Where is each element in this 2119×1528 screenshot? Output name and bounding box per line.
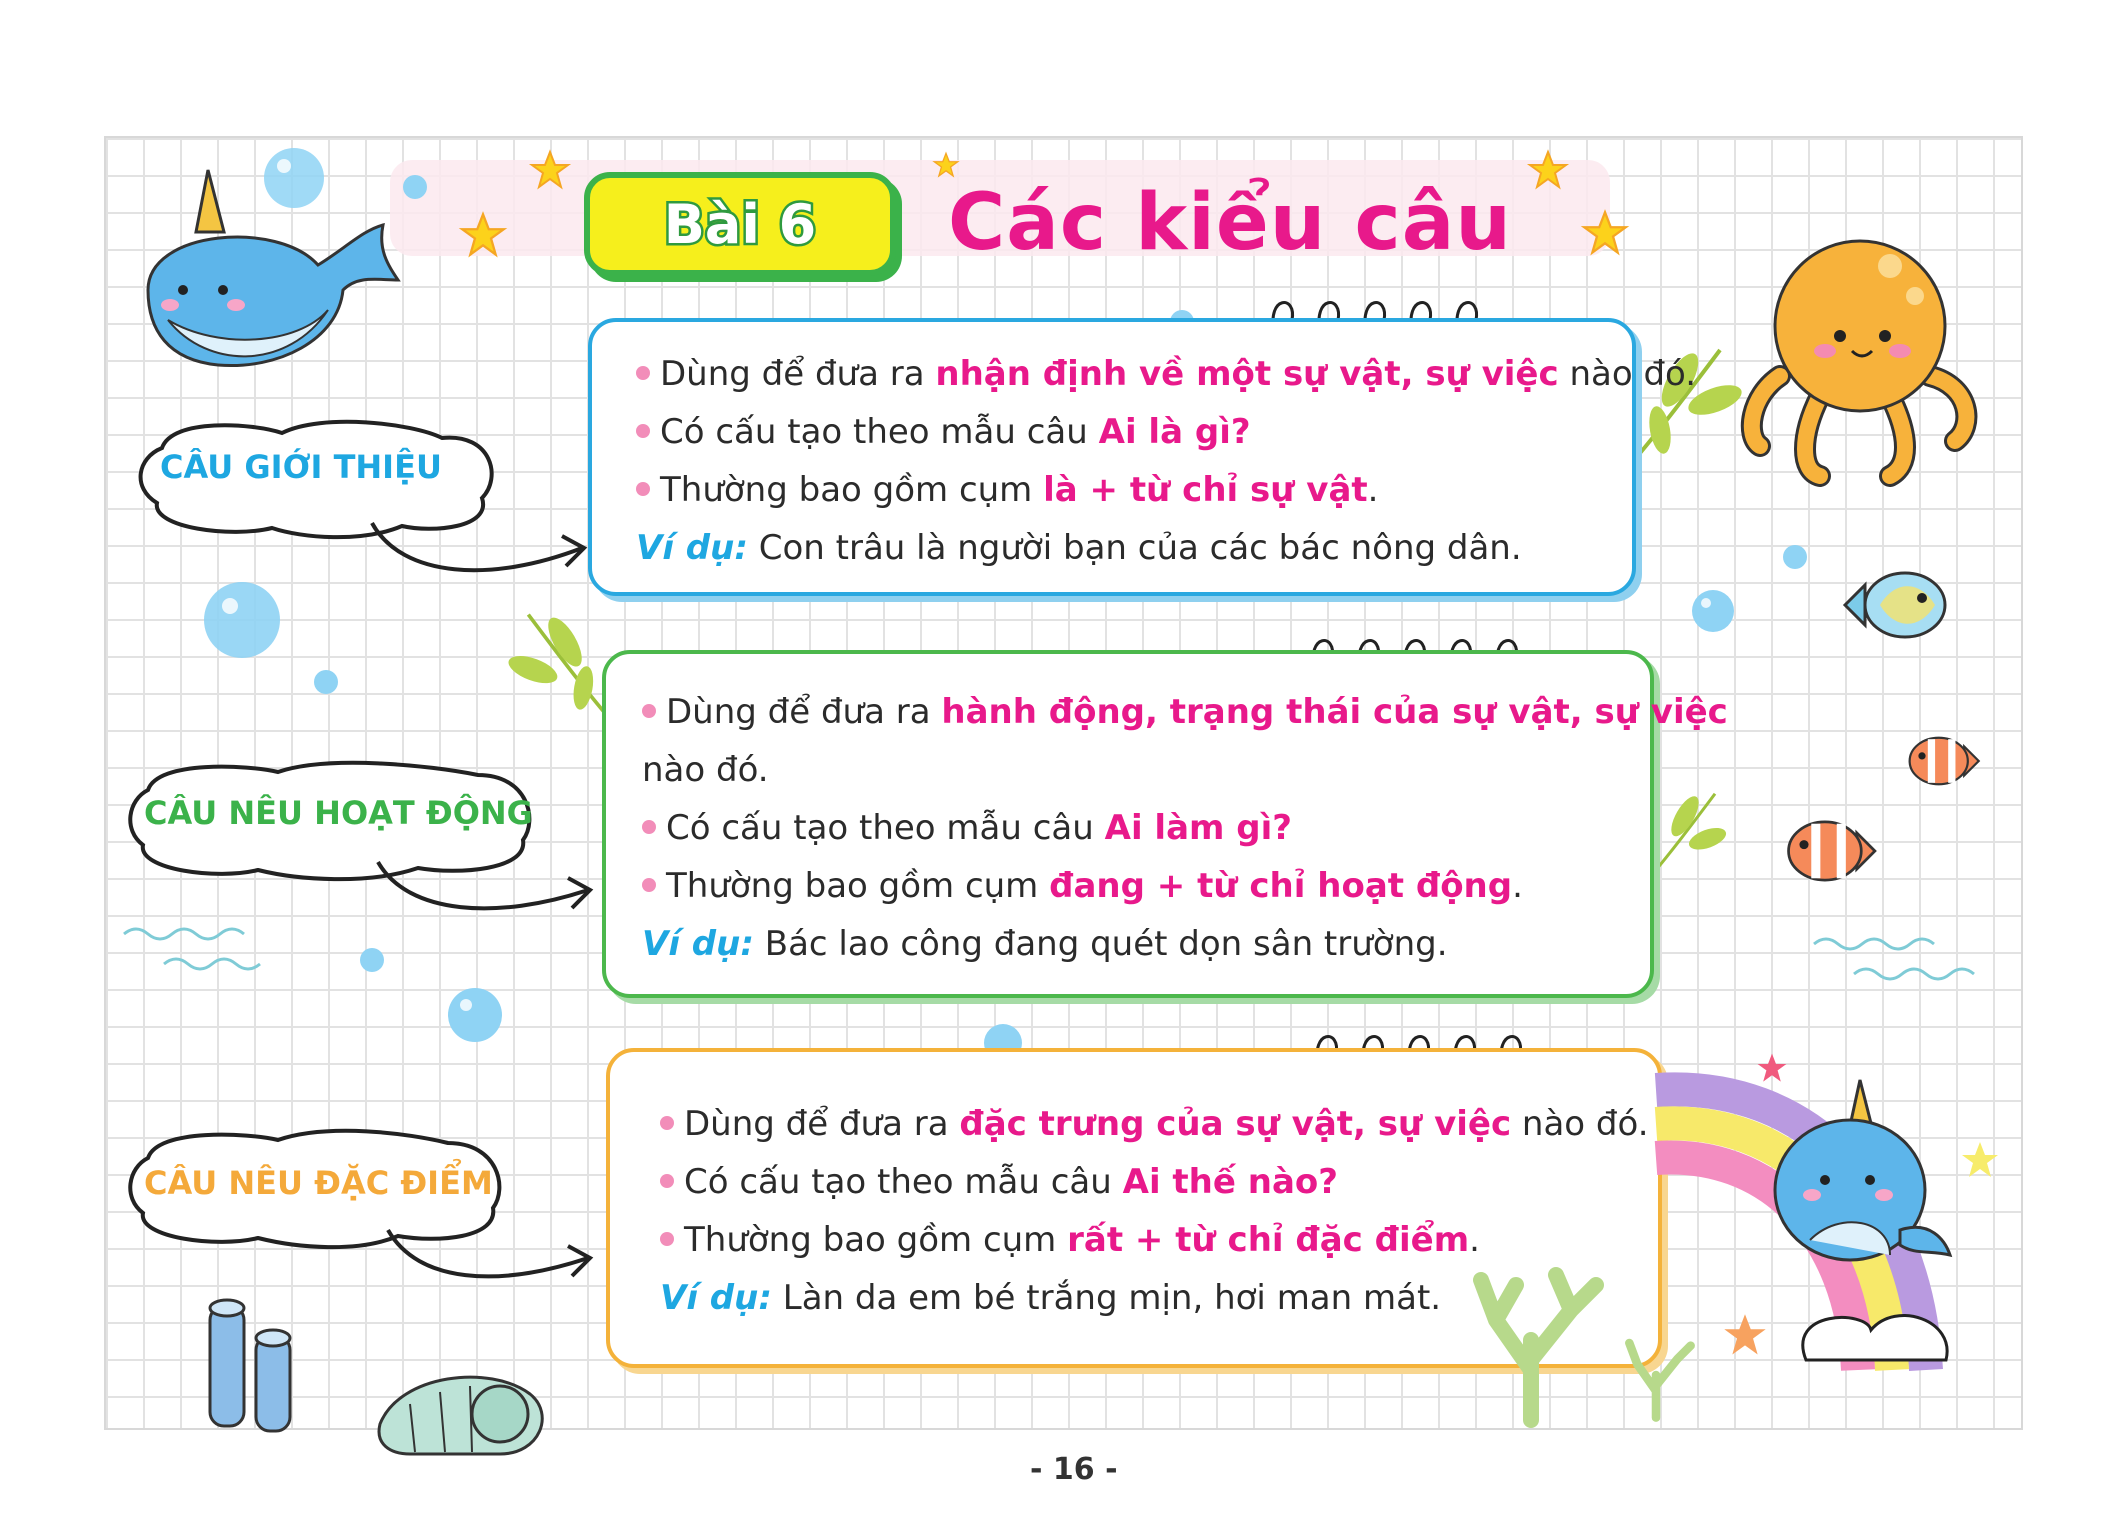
highlight-text: rất + từ chỉ đặc điểm: [1067, 1220, 1470, 1260]
card-line: [660, 1220, 1480, 1260]
text: Dùng để đưa ra: [684, 1104, 960, 1144]
example-text: Làn da em bé trắng mịn, hơi man mát.: [771, 1278, 1442, 1318]
page-number: - 16 -: [1030, 1452, 1118, 1487]
bullet-dot: [636, 366, 650, 380]
star-icon: [530, 150, 570, 190]
bubble-icon: [1782, 544, 1808, 570]
text: .: [1512, 866, 1523, 906]
card-line: [636, 470, 1378, 510]
highlight-text: là + từ chỉ sự vật: [1043, 470, 1368, 510]
star-icon: [1960, 1140, 2000, 1180]
star-icon: [933, 152, 959, 178]
card-line: [636, 354, 1696, 394]
bullet-dot: [660, 1174, 674, 1188]
text: nào đó.: [1511, 1104, 1649, 1144]
coral-illustration: [1616, 1330, 1696, 1420]
highlight-text: Ai làm gì?: [1104, 808, 1293, 848]
example-text: Con trâu là người bạn của các bác nông dân.: [747, 528, 1522, 568]
page-title: Các kiểu câu: [948, 178, 1512, 268]
text: .: [1469, 1220, 1480, 1260]
example-line: [642, 924, 1448, 964]
text: Thường bao gồm cụm: [660, 470, 1044, 510]
lesson-number: Bài 6: [663, 192, 817, 256]
bullet-dot: [636, 424, 650, 438]
bubble-icon: [202, 580, 282, 660]
card-cau-gioi-thieu: [588, 318, 1697, 596]
bubble-icon: [312, 668, 340, 696]
wave-decoration: [1814, 934, 1984, 984]
card-line: [642, 692, 1728, 732]
bullet-dot: [636, 482, 650, 496]
wave-decoration: [124, 924, 284, 974]
example-line: [636, 528, 1522, 568]
bullet-dot: [660, 1232, 674, 1246]
bubble-icon: [1690, 588, 1736, 634]
clownfish-illustration: [1784, 810, 1884, 892]
bubble-icon: [358, 946, 386, 974]
highlight-text: nhận định về một sự vật, sự việc: [935, 354, 1559, 394]
card-cau-neu-hoat-dong: [602, 650, 1728, 998]
shell-illustration: [370, 1354, 550, 1464]
fish-illustration: [1840, 560, 1950, 650]
coral-illustration: [1456, 1260, 1606, 1420]
text: Dùng để đưa ra: [660, 354, 936, 394]
star-icon: [1528, 150, 1568, 190]
example-label: Ví dụ:: [642, 924, 754, 964]
card-line: [660, 1104, 1649, 1144]
card-line: [636, 412, 1251, 452]
text: Có cấu tạo theo mẫu câu: [660, 412, 1099, 452]
octopus-illustration: [1740, 226, 1980, 486]
text: Có cấu tạo theo mẫu câu: [666, 808, 1105, 848]
star-icon: [1722, 1312, 1768, 1358]
highlight-text: đang + từ chỉ hoạt động: [1049, 866, 1513, 906]
text: .: [1367, 470, 1379, 510]
label-cau-gioi-thieu: CÂU GIỚI THIỆU: [160, 448, 442, 486]
bullet-dot: [660, 1116, 674, 1130]
coral-illustration: [200, 1286, 310, 1436]
bubble-icon: [446, 986, 504, 1044]
text: nào đó.: [1558, 354, 1697, 394]
narwhal-illustration: [1750, 1080, 1960, 1280]
example-text: Bác lao công đang quét dọn sân trường.: [753, 924, 1448, 964]
lesson-badge: [584, 172, 896, 276]
bullet-dot: [642, 704, 656, 718]
text: Thường bao gồm cụm: [666, 866, 1050, 906]
bubble-icon: [402, 174, 428, 200]
star-icon: [460, 212, 506, 258]
bubble-icon: [262, 146, 326, 210]
label-cloud: [128, 750, 598, 930]
text: Thường bao gồm cụm: [684, 1220, 1068, 1260]
highlight-text: hành động, trạng thái của sự vật, sự việc: [941, 692, 1728, 732]
highlight-text: Ai thế nào?: [1122, 1162, 1339, 1202]
bullet-dot: [642, 820, 656, 834]
highlight-text: Ai là gì?: [1098, 412, 1251, 452]
highlight-text: đặc trưng của sự vật, sự việc: [959, 1104, 1512, 1144]
example-label: Ví dụ:: [636, 528, 748, 568]
clownfish-illustration: [1906, 728, 1986, 794]
text: Có cấu tạo theo mẫu câu: [684, 1162, 1123, 1202]
star-icon: [1756, 1052, 1788, 1084]
card-line: nào đó.: [642, 750, 769, 790]
star-icon: [1582, 210, 1628, 256]
card-line: [642, 808, 1292, 848]
example-label: Ví dụ:: [660, 1278, 772, 1318]
label-cau-neu-dac-diem: CÂU NÊU ĐẶC ĐIỂM: [144, 1164, 493, 1202]
bullet-dot: [642, 878, 656, 892]
card-line: [660, 1162, 1338, 1202]
text: Dùng để đưa ra: [666, 692, 942, 732]
card-line: [642, 866, 1523, 906]
label-cau-neu-hoat-dong: CÂU NÊU HOẠT ĐỘNG: [144, 794, 533, 832]
example-line: [660, 1278, 1441, 1318]
label-cloud: [132, 408, 592, 588]
label-cloud: [128, 1118, 598, 1298]
